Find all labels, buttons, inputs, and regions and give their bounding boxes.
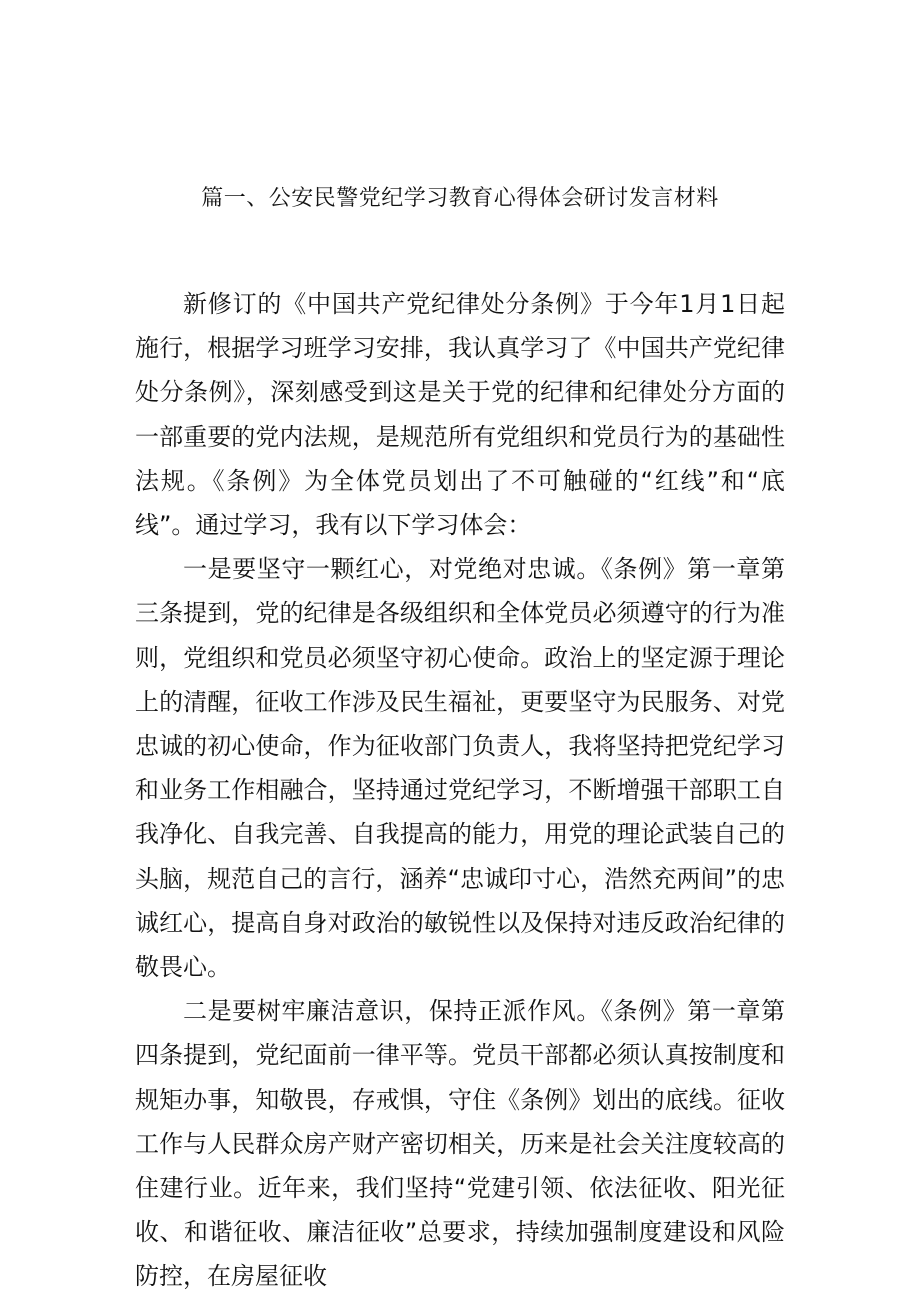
document-body: [135, 282, 785, 1299]
paragraph-point-one: 一是要坚守一颗红心，对党绝对忠诚。《条例》第一章第三条提到，党的纪律是各级组织和全体党员必须遵守的行为准则，党组织和党员必须坚守初心使命。政治上的坚定源于理论上的清醒，征收工作涉及民生福祉，更要坚守为民服务、对党忠诚的初心使命，作为征收部门负责人，我将坚持把党纪学习和业务工作相融合，坚持通过党纪学习，不断增强干部职工自我净化、自我完善、自我提高的能力，用党的理论武装自己的头脑，规范自己的言行，涵养“忠诚印寸心，浩然充两间”的忠诚红心，提高自身对政治的敏锐性以及保持对违反政治纪律的敬畏心。: [135, 555, 785, 982]
paragraph-point-two: 二是要树牢廉洁意识，保持正派作风。《条例》第一章第四条提到，党纪面前一律平等。党员干部都必须认真按制度和规矩办事，知敬畏，存戒惧，守住《条例》划出的底线。征收工作与人民群众房产财产密切相关，历来是社会关注度较高的住建行业。近年来，我们坚持“党建引领、依法征收、阳光征收、和谐征收、廉洁征收”总要求，持续加强制度建设和风险防控，在房屋征收: [135, 997, 785, 1291]
document-title: 篇一、公安民警党纪学习教育心得体会研讨发言材料: [201, 186, 719, 211]
paragraph-intro: 新修订的《中国共产党纪律处分条例》于今年1月1日起施行，根据学习班学习安排，我认真学习了《中国共产党纪律处分条例》，深刻感受到这是关于党的纪律和纪律处分方面的一部重要的党内法规，是规范所有党组织和党员行为的基础性法规。《条例》为全体党员划出了不可触碰的“红线”和“底线”。通过学习，我有以下学习体会：: [135, 290, 785, 540]
